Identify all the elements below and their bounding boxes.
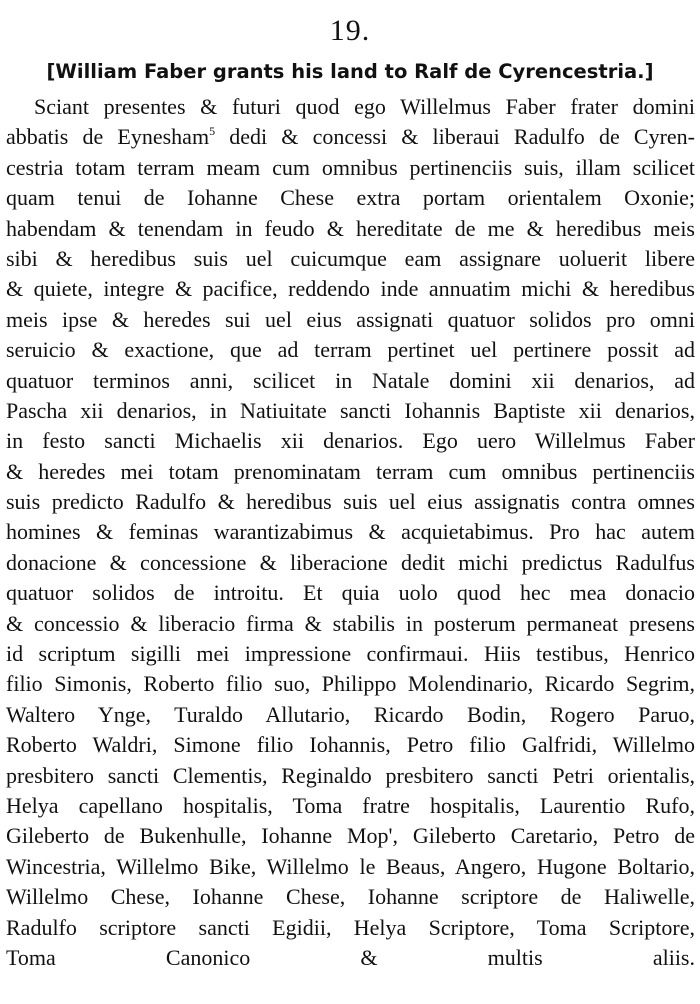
text-line: meis ipse & heredes sui uel eius assignati quatuor solidos pro omni (6, 306, 695, 332)
text-segment: abbatis de Eynesham (6, 124, 210, 150)
text-line: presbitero sancti Clementis, Reginaldo presbitero sancti Petri orientalis, (6, 762, 695, 788)
text-line: Pascha xii denarios, in Natiuitate sancti Iohannis Baptiste xii denarios, (6, 397, 695, 423)
text-line: quam tenui de Iohanne Chese extra portam orientalem Oxonie; (6, 185, 695, 211)
text-line: in festo sancti Michaelis xii denarios. Ego uero Willelmus Faber (6, 428, 695, 454)
text-line: quatuor terminos anni, scilicet in Natale domini xii denarios, ad (6, 367, 695, 393)
text-line: seruicio & exactione, que ad terram pertinet uel pertinere possit ad (6, 337, 695, 363)
text-line: Waltero Ynge, Turaldo Allutario, Ricardo Bodin, Rogero Paruo, (6, 701, 695, 727)
text-line: cestria totam terram meam cum omnibus pertinenciis suis, illam scilicet (6, 154, 695, 180)
text-line: Gileberto de Bukenhulle, Iohanne Mop', Gileberto Caretario, Petro de (6, 823, 695, 849)
text-line: id scriptum sigilli mei impressione confirmaui. Hiis testibus, Henrico (6, 641, 695, 667)
text-line: homines & feminas warantizabimus & acquietabimus. Pro hac autem (6, 519, 695, 545)
text-line: Willelmo Chese, Iohanne Chese, Iohanne scriptore de Haliwelle, (6, 884, 695, 910)
text-line-final (6, 973, 695, 1003)
charter-body (6, 92, 695, 1004)
text-line: Radulfo scriptore sancti Egidii, Helya Scriptore, Toma Scriptore, (6, 914, 695, 940)
text-line: & heredes mei totam prenominatam terram cum omnibus pertinenciis (6, 458, 695, 484)
text-line: habendam & tenendam in feudo & hereditate de me & heredibus meis (6, 215, 695, 241)
text-line: sibi & heredibus suis uel cuicumque eam assignare uoluerit libere (6, 245, 695, 271)
text-line: suis predicto Radulfo & heredibus suis uel eius assignatis contra omnes (6, 489, 695, 515)
text-line: Roberto Waldri, Simone filio Iohannis, Petro filio Galfridi, Willelmo (6, 732, 695, 758)
text-line: & quiete, integre & pacifice, reddendo inde annuatim michi & heredibus (6, 276, 695, 302)
charter-heading: [William Faber grants his land to Ralf de Cyrencestria.] (46, 60, 654, 83)
text-line: Sciant presentes & futuri quod ego Willelmus Faber frater domini (34, 94, 695, 119)
text-line: quatuor solidos de introitu. Et quia uolo quod hec mea donacio (6, 580, 695, 606)
text-line: filio Simonis, Roberto filio suo, Philippo Molendinario, Ricardo Segrim, (6, 671, 695, 697)
charter-number: 19. (329, 14, 371, 47)
text-segment: dedi & concessi & liberaui Radulfo de Cyren- (229, 124, 695, 150)
text-line: Toma Canonico & multis aliis. (6, 944, 695, 970)
text-line: Helya capellano hospitalis, Toma fratre hospitalis, Laurentio Rufo, (6, 792, 695, 818)
text-line: donacione & concessione & liberacione dedit michi predictus Radulfus (6, 549, 695, 575)
text-line: Wincestria, Willelmo Bike, Willelmo le Beaus, Angero, Hugone Boltario, (6, 853, 695, 879)
text-line-with-footnote (6, 122, 695, 152)
footnote-marker: 5 (209, 124, 216, 139)
text-line: & concessio & liberacio firma & stabilis in posterum permaneat presens (6, 610, 695, 636)
